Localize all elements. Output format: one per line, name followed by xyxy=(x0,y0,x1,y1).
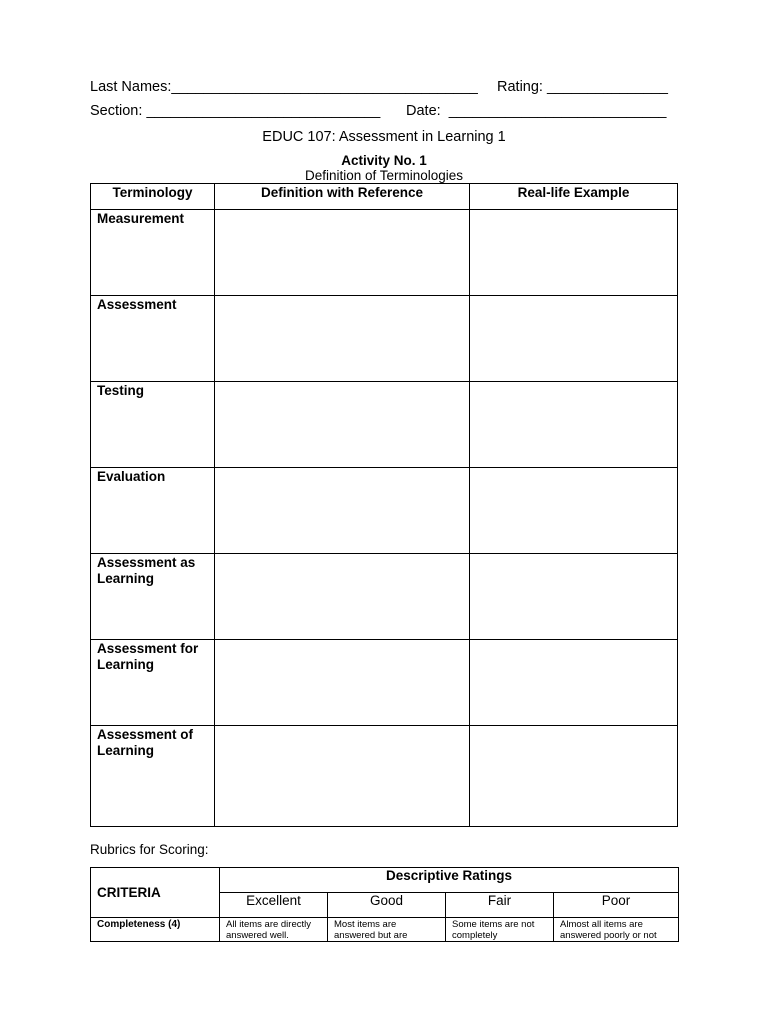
table-row xyxy=(91,640,678,726)
criterion-completeness: Completeness (4) xyxy=(91,918,220,942)
rubric-table xyxy=(90,867,679,942)
term-cell: Assessment xyxy=(91,296,215,382)
table-row xyxy=(91,726,678,827)
activity-subtitle: Definition of Terminologies xyxy=(304,168,464,183)
example-cell[interactable] xyxy=(470,296,678,382)
example-cell[interactable] xyxy=(470,468,678,554)
term-cell: Measurement xyxy=(91,210,215,296)
section-line xyxy=(90,103,380,119)
last-names-line xyxy=(90,79,478,95)
table-row xyxy=(91,468,678,554)
date-line xyxy=(406,103,666,119)
date-blank[interactable]: ___________________________ xyxy=(448,103,667,119)
rubric-cell-fair: Some items are not completely xyxy=(446,918,554,942)
criteria-header: CRITERIA xyxy=(91,868,220,918)
definition-cell[interactable] xyxy=(215,554,470,640)
definition-cell[interactable] xyxy=(215,382,470,468)
column-header-example: Real-life Example xyxy=(470,184,678,210)
table-row xyxy=(91,554,678,640)
table-row xyxy=(91,210,678,296)
example-cell[interactable] xyxy=(470,210,678,296)
rubric-cell-poor: Almost all items are answered poorly or not xyxy=(554,918,679,942)
table-header-row xyxy=(91,184,678,210)
example-cell[interactable] xyxy=(470,640,678,726)
rubrics-label: Rubrics for Scoring: xyxy=(90,842,209,857)
rubric-row xyxy=(91,918,679,942)
terminology-table xyxy=(90,183,678,827)
term-cell: Assessment of Learning xyxy=(91,726,215,827)
column-header-definition: Definition with Reference xyxy=(215,184,470,210)
level-fair: Fair xyxy=(446,893,554,918)
descriptive-ratings-header: Descriptive Ratings xyxy=(220,868,679,893)
definition-cell[interactable] xyxy=(215,726,470,827)
definition-cell[interactable] xyxy=(215,296,470,382)
rubric-header-row xyxy=(91,868,679,893)
example-cell[interactable] xyxy=(470,554,678,640)
level-poor: Poor xyxy=(554,893,679,918)
term-cell: Assessment as Learning xyxy=(91,554,215,640)
last-names-blank[interactable]: ______________________________________ xyxy=(171,79,478,95)
table-row xyxy=(91,382,678,468)
level-excellent: Excellent xyxy=(220,893,328,918)
table-row xyxy=(91,296,678,382)
column-header-terminology: Terminology xyxy=(91,184,215,210)
rating-blank[interactable]: _______________ xyxy=(546,79,668,95)
rubric-cell-excellent: All items are directly answered well. xyxy=(220,918,328,942)
rubric-cell-good: Most items are answered but are xyxy=(328,918,446,942)
section-label: Section: xyxy=(90,103,143,119)
term-cell: Assessment for Learning xyxy=(91,640,215,726)
example-cell[interactable] xyxy=(470,382,678,468)
definition-cell[interactable] xyxy=(215,640,470,726)
term-cell: Testing xyxy=(91,382,215,468)
course-title: EDUC 107: Assessment in Learning 1 xyxy=(262,129,506,145)
last-names-label: Last Names: xyxy=(90,79,172,95)
example-cell[interactable] xyxy=(470,726,678,827)
level-good: Good xyxy=(328,893,446,918)
definition-cell[interactable] xyxy=(215,468,470,554)
definition-cell[interactable] xyxy=(215,210,470,296)
section-blank[interactable]: _____________________________ xyxy=(146,103,381,119)
rating-label: Rating: xyxy=(497,79,543,95)
term-cell: Evaluation xyxy=(91,468,215,554)
rating-line xyxy=(497,79,668,95)
date-label: Date: xyxy=(406,103,441,119)
activity-title: Activity No. 1 xyxy=(341,153,427,168)
